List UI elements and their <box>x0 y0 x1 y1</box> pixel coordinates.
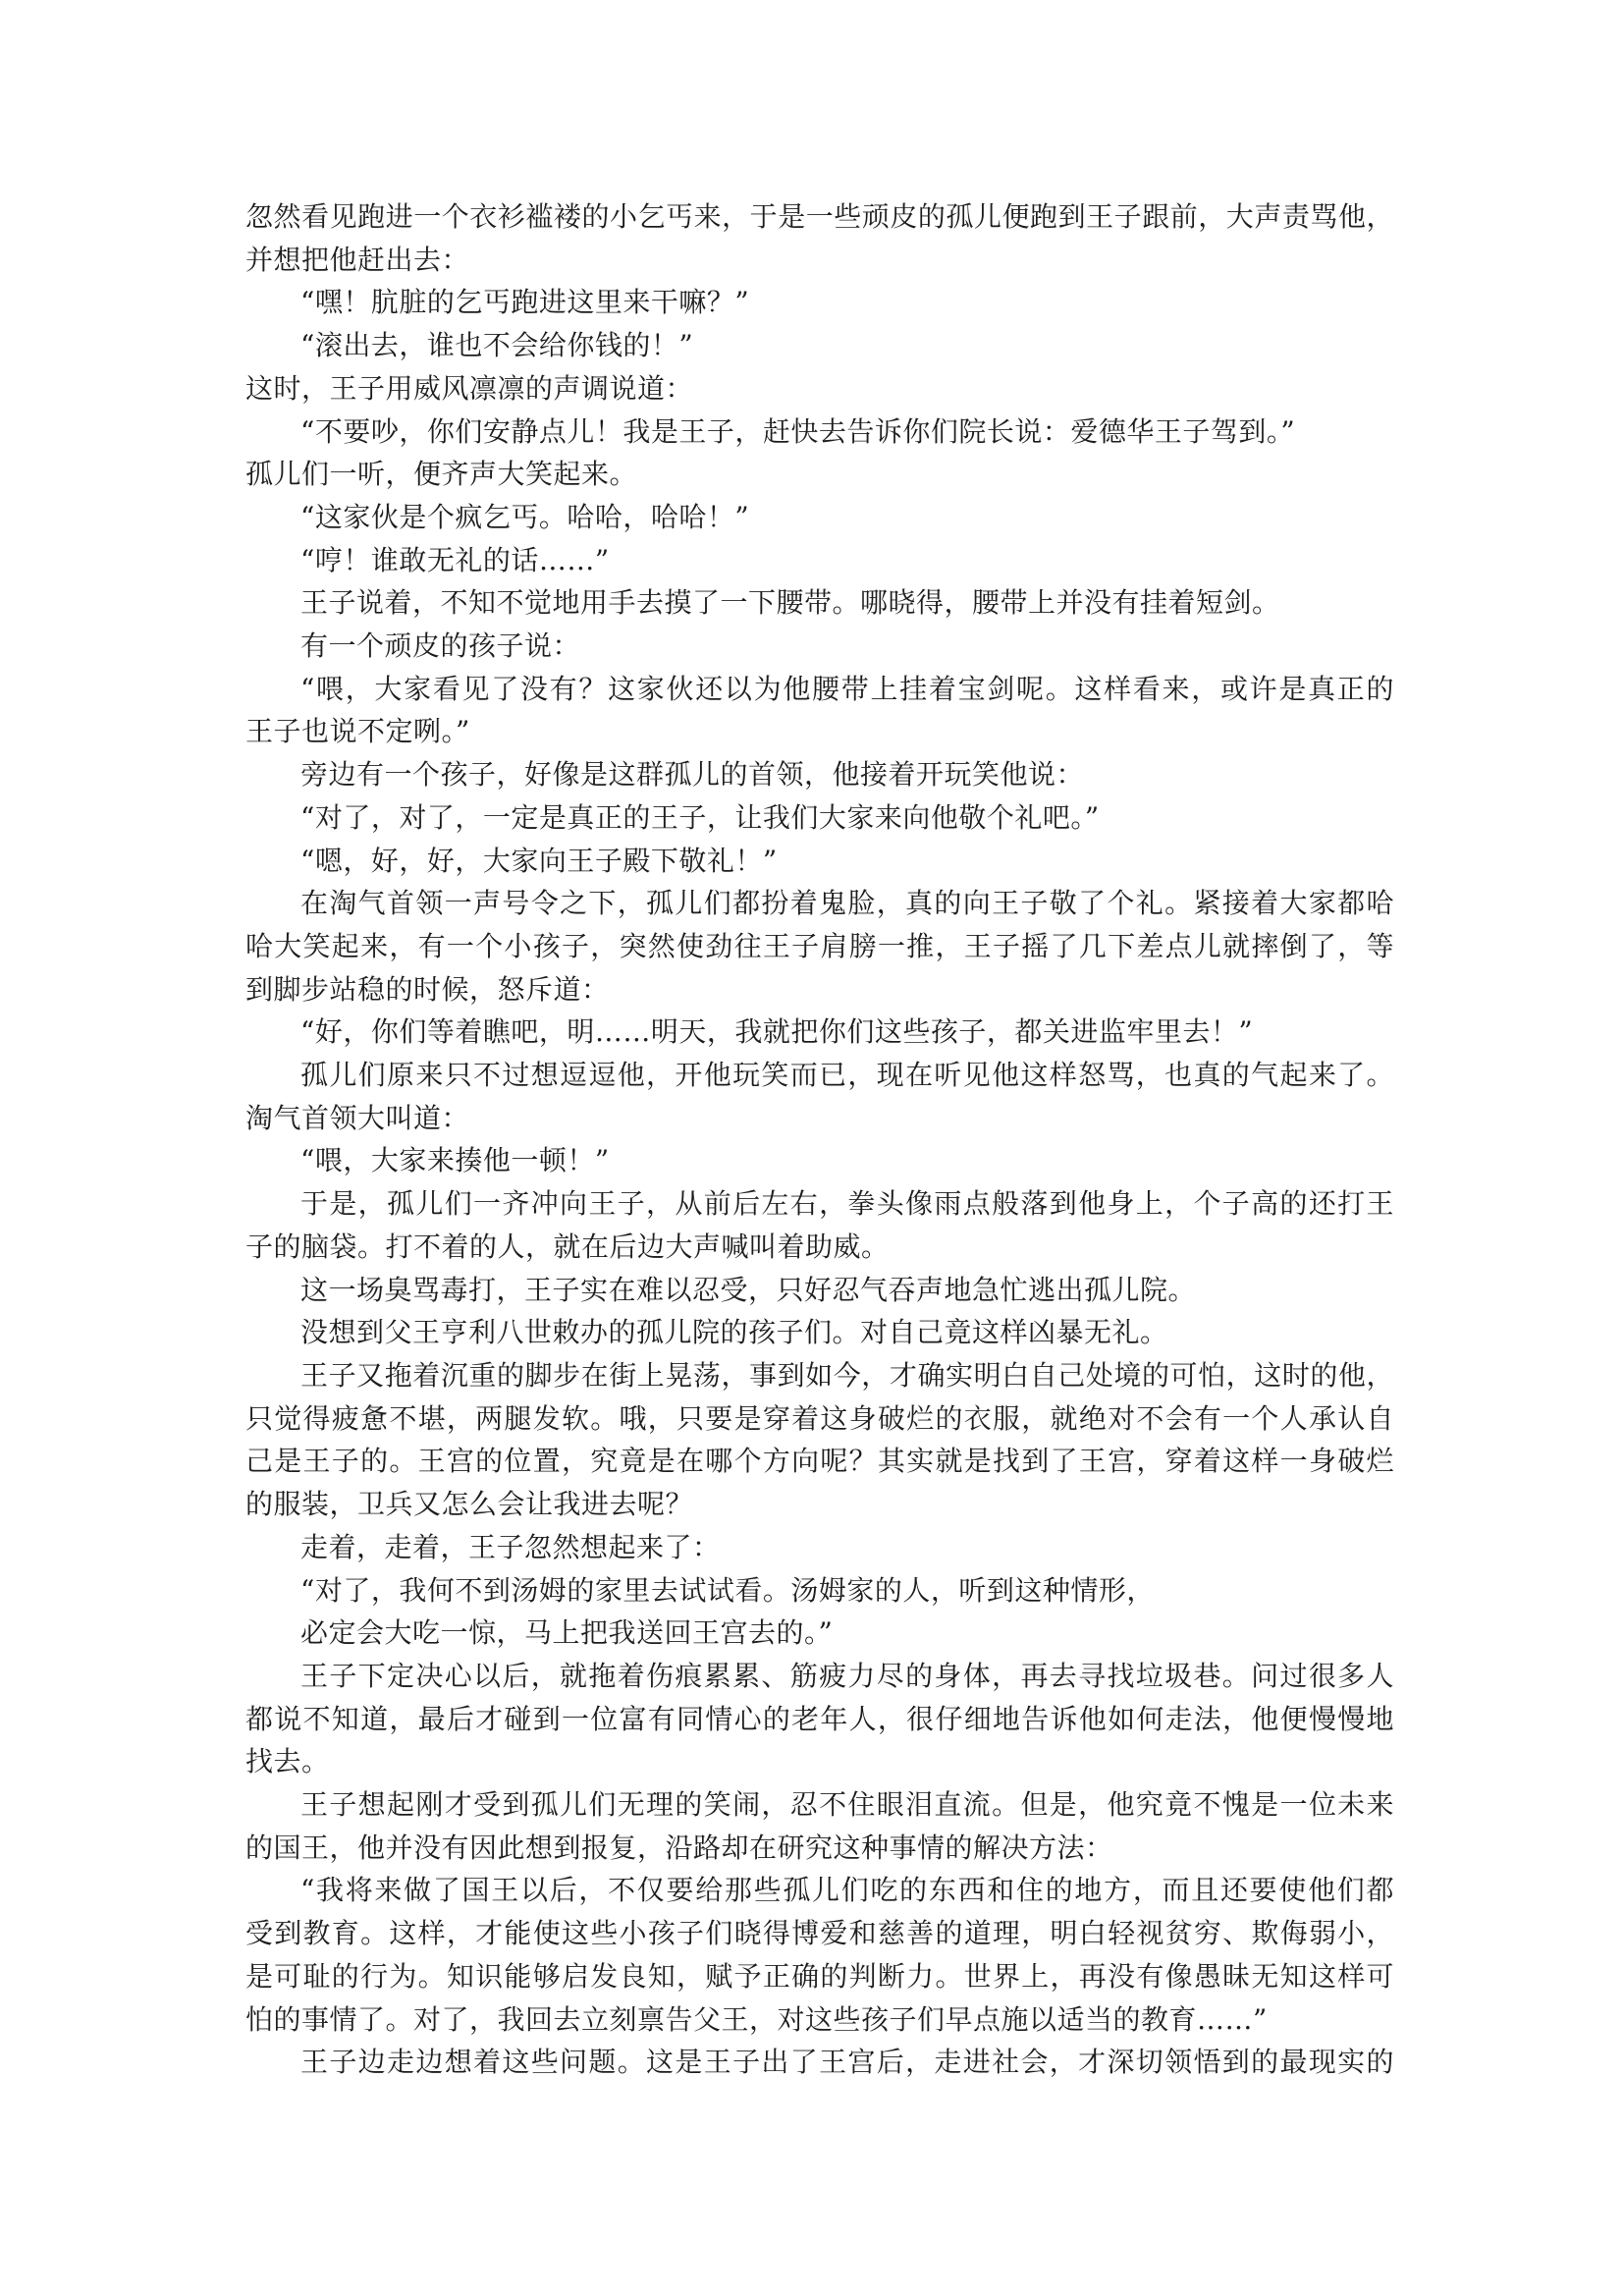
text-line: “我将来做了国王以后，不仅要给那些孤儿们吃的东西和住的地方，而且还要使他们都 <box>300 1874 1394 1907</box>
text-line: “嘿！肮脏的乞丐跑进这里来干嘛？” <box>300 286 750 319</box>
text-line: 己是王子的。王宫的位置，究竟是在哪个方向呢？其实就是找到了王宫，穿着这样一身破烂 <box>245 1445 1394 1478</box>
text-line: “这家伙是个疯乞丐。哈哈，哈哈！” <box>300 500 750 533</box>
text-line: 忽然看见跑进一个衣衫褴褛的小乞丐来，于是一些顽皮的孤儿便跑到王子跟前，大声责骂他， <box>245 200 1394 233</box>
text-line: “对了，我何不到汤姆的家里去试试看。汤姆家的人，听到这种情形， <box>300 1573 1155 1607</box>
text-line: “喂，大家来揍他一顿！” <box>300 1144 610 1177</box>
text-line: 这时，王子用威风凛凛的声调说道： <box>245 371 694 405</box>
text-line: 于是，孤儿们一齐冲向王子，从前后左右，拳头像雨点般落到他身上，个子高的还打王 <box>300 1187 1394 1221</box>
text-line: 王子边走边想着这些问题。这是王子出了王宫后，走进社会，才深切领悟到的最现实的 <box>300 2046 1394 2079</box>
text-line: 旁边有一个孩子，好像是这群孤儿的首领，他接着开玩笑他说： <box>300 758 1085 792</box>
text-line: 的国王，他并没有因此想到报复，沿路却在研究这种事情的解决方法： <box>245 1831 1113 1864</box>
text-line: 只觉得疲惫不堪，两腿发软。哦，只要是穿着这身破烂的衣服，就绝对不会有一个人承认自 <box>245 1401 1394 1435</box>
text-line: 到脚步站稳的时候，怒斥道： <box>245 972 610 1006</box>
text-line: “滚出去，谁也不会给你钱的！” <box>300 329 694 362</box>
text-line: 王子又拖着沉重的脚步在街上晃荡，事到如今，才确实明白自己处境的可怕，这时的他， <box>300 1358 1394 1392</box>
text-line: 受到教育。这样，才能使这些小孩子们晓得博爱和慈善的道理，明白轻视贫穷、欺侮弱小， <box>245 1917 1394 1950</box>
text-line: 王子下定决心以后，就拖着伤痕累累、筋疲力尽的身体，再去寻找垃圾巷。问过很多人 <box>300 1659 1394 1692</box>
text-line: “好，你们等着瞧吧，明……明天，我就把你们这些孩子，都关进监牢里去！” <box>300 1015 1254 1049</box>
text-line: 没想到父王亨利八世敕办的孤儿院的孩子们。对自己竟这样凶暴无礼。 <box>300 1316 1168 1349</box>
text-line: “喂，大家看见了没有？这家伙还以为他腰带上挂着宝剑呢。这样看来，或许是真正的 <box>300 672 1394 705</box>
text-line: 走着，走着，王子忽然想起来了： <box>300 1530 721 1563</box>
text-line: 孤儿们一听，便齐声大笑起来。 <box>245 458 638 491</box>
text-line: 王子也说不定咧。” <box>245 715 470 748</box>
text-line: 王子说着，不知不觉地用手去摸了一下腰带。哪晓得，腰带上并没有挂着短剑。 <box>300 586 1280 620</box>
text-line: 在淘气首领一声号令之下，孤儿们都扮着鬼脸，真的向王子敬了个礼。紧接着大家都哈 <box>300 887 1394 920</box>
text-line: 都说不知道，最后才碰到一位富有同情心的老年人，很仔细地告诉他如何走法，他便慢慢地 <box>245 1702 1394 1735</box>
text-line: 的服装，卫兵又怎么会让我进去呢？ <box>245 1488 694 1521</box>
text-line: “对了，对了，一定是真正的王子，让我们大家来向他敬个礼吧。” <box>300 800 1100 834</box>
text-line: “嗯，好，好，大家向王子殿下敬礼！” <box>300 844 778 877</box>
text-line: 并想把他赶出去： <box>245 243 470 276</box>
text-line: 王子想起刚才受到孤儿们无理的笑闹，忍不住眼泪直流。但是，他究竟不愧是一位未来 <box>300 1788 1394 1822</box>
text-line: 淘气首领大叫道： <box>245 1101 470 1134</box>
text-line: “哼！谁敢无礼的话……” <box>300 543 610 576</box>
text-line: 孤儿们原来只不过想逗逗他，开他玩笑而已，现在听见他这样怒骂，也真的气起来了。 <box>300 1059 1394 1092</box>
text-line: 哈大笑起来，有一个小孩子，突然使劲往王子肩膀一推，王子摇了几下差点儿就摔倒了，等 <box>245 929 1394 962</box>
text-line: 有一个顽皮的孩子说： <box>300 629 581 663</box>
text-line: 子的脑袋。打不着的人，就在后边大声喊叫着助威。 <box>245 1230 890 1263</box>
text-line: “不要吵，你们安静点儿！我是王子，赶快去告诉你们院长说：爱德华王子驾到。” <box>300 414 1296 448</box>
text-line: 这一场臭骂毒打，王子实在难以忍受，只好忍气吞声地急忙逃出孤儿院。 <box>300 1273 1197 1306</box>
text-line: 是可耻的行为。知识能够启发良知，赋予正确的判断力。世界上，再没有像愚昧无知这样可 <box>245 1959 1394 1993</box>
text-line: 必定会大吃一惊，马上把我送回王宫去的。” <box>300 1616 834 1650</box>
text-line: 怕的事情了。对了，我回去立刻禀告父王，对这些孩子们早点施以适当的教育……” <box>245 2002 1268 2036</box>
text-block <box>245 195 1394 2084</box>
text-line: 找去。 <box>245 1745 330 1778</box>
